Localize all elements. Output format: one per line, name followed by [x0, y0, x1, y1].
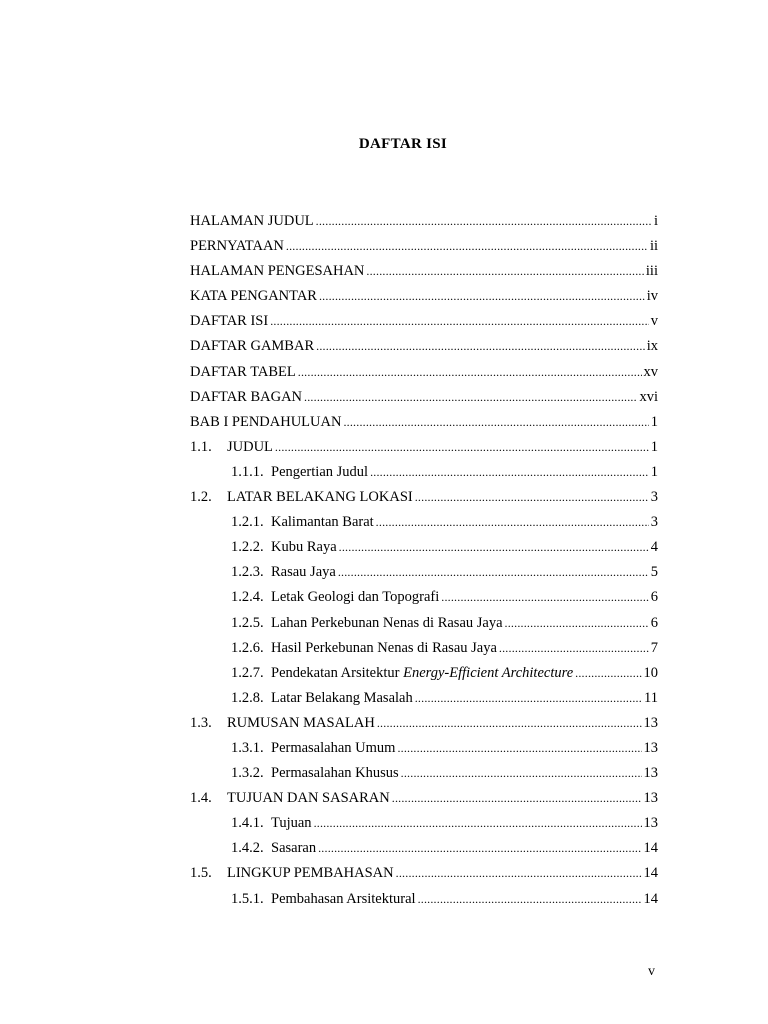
toc-entry[interactable] [190, 309, 658, 334]
toc-entry-label [190, 209, 314, 234]
toc-entry-label [190, 259, 364, 284]
toc-entry-number: 1.4.2. [231, 840, 264, 857]
toc-entry-page: 13 [643, 790, 658, 807]
toc-leader-dots [392, 786, 642, 811]
toc-entry-label [190, 334, 314, 359]
toc-entry-text: Hasil Perkebunan Nenas di Rasau Jaya [271, 639, 497, 656]
toc-entry-text: Kubu Raya [271, 539, 337, 556]
toc-entry-text: RUMUSAN MASALAH [227, 714, 375, 731]
toc-entry-label [190, 636, 497, 661]
toc-entry[interactable] [190, 360, 658, 385]
toc-leader-dots [304, 385, 637, 410]
toc-entry[interactable] [190, 585, 658, 610]
toc-entry[interactable] [190, 209, 658, 234]
toc-entry-number: 1.3.1. [231, 739, 264, 756]
toc-entry-text: HALAMAN JUDUL [190, 213, 314, 229]
toc-entry-number: 1.2.6. [231, 639, 264, 656]
toc-leader-dots [314, 811, 642, 836]
toc-entry[interactable] [190, 535, 658, 560]
toc-leader-dots [401, 761, 642, 786]
toc-leader-dots [275, 435, 649, 460]
toc-entry-page: v [650, 313, 658, 330]
toc-entry-label [190, 661, 573, 686]
toc-leader-dots [319, 284, 645, 309]
toc-entry[interactable] [190, 761, 658, 786]
toc-entry-page: 14 [643, 890, 658, 907]
toc-entry-number: 1.1. [190, 438, 212, 455]
toc-entry[interactable] [190, 485, 658, 510]
toc-entry-text: Rasau Jaya [271, 564, 336, 581]
toc-entry-page: 3 [650, 489, 658, 506]
toc-entry-text: Lahan Perkebunan Nenas di Rasau Jaya [271, 614, 503, 631]
toc-entry-page: 13 [643, 739, 658, 756]
toc-entry-label [190, 736, 395, 761]
toc-leader-dots [376, 510, 649, 535]
toc-entry-number: 1.2.1. [231, 514, 264, 531]
toc-entry-number: 1.5. [190, 865, 212, 882]
toc-entry-number: 1.2. [190, 489, 212, 506]
toc-entry-number: 1.3.2. [231, 765, 264, 782]
toc-entry-page: 1 [650, 413, 658, 430]
toc-leader-dots [298, 360, 642, 385]
toc-leader-dots [338, 560, 649, 585]
toc-entry-page: i [653, 213, 658, 229]
toc-entry-text: Latar Belakang Masalah [271, 689, 413, 706]
toc-entry-text: Pembahasan Arsitektural [271, 890, 416, 907]
toc-entry[interactable] [190, 736, 658, 761]
toc-entry-page: 1 [650, 438, 658, 455]
toc-entry[interactable] [190, 560, 658, 585]
toc-entry[interactable] [190, 410, 658, 435]
toc-leader-dots [316, 209, 652, 234]
toc-entry-page: 11 [644, 689, 658, 706]
toc-entry-page: 10 [643, 664, 658, 681]
toc-entry-number: 1.4.1. [231, 815, 264, 832]
toc-entry-label [190, 811, 312, 836]
page-number: v [648, 964, 655, 979]
toc-entry-page: 13 [643, 815, 658, 832]
table-of-contents [190, 209, 658, 912]
toc-entry[interactable] [190, 811, 658, 836]
toc-entry-label [190, 385, 302, 410]
toc-entry-label [190, 360, 296, 385]
toc-entry-label [190, 410, 341, 435]
toc-entry-text: Kalimantan Barat [271, 514, 374, 531]
toc-entry[interactable] [190, 334, 658, 359]
toc-entry[interactable] [190, 385, 658, 410]
toc-entry[interactable] [190, 611, 658, 636]
toc-entry-text: BAB I PENDAHULUAN [190, 413, 342, 430]
toc-entry-text: LATAR BELAKANG LOKASI [227, 489, 413, 506]
toc-entry-label [190, 485, 413, 510]
toc-entry-label [190, 309, 268, 334]
toc-entry-label [190, 887, 416, 912]
toc-entry-text: Pengertian Judul [271, 463, 369, 480]
toc-entry-label [190, 861, 394, 886]
toc-entry-text: Pendekatan Arsitektur [271, 664, 404, 681]
toc-entry-text: LINGKUP PEMBAHASAN [227, 865, 394, 882]
toc-entry[interactable] [190, 259, 658, 284]
toc-entry-text: TUJUAN DAN SASARAN [227, 790, 390, 807]
toc-entry-page: ix [646, 338, 658, 355]
toc-entry-page: xvi [639, 388, 658, 405]
toc-entry-label [190, 711, 375, 736]
toc-entry-text: DAFTAR TABEL [190, 363, 296, 380]
toc-entry[interactable] [190, 284, 658, 309]
toc-entry-label [190, 435, 273, 460]
toc-entry-page: 14 [643, 840, 658, 857]
toc-entry-label [190, 510, 374, 535]
toc-entry[interactable] [190, 636, 658, 661]
toc-entry-page: 13 [643, 714, 658, 731]
toc-entry-text: JUDUL [227, 438, 273, 455]
toc-entry-number: 1.2.4. [231, 589, 264, 606]
toc-entry[interactable] [190, 510, 658, 535]
toc-entry-label [190, 460, 368, 485]
toc-entry-label [190, 761, 399, 786]
toc-leader-dots [415, 686, 642, 711]
toc-entry-page: iii [645, 263, 658, 280]
toc-entry-page: xv [643, 363, 658, 380]
toc-entry-label [190, 585, 439, 610]
toc-entry[interactable] [190, 887, 658, 912]
toc-leader-dots [575, 661, 641, 686]
toc-entry-text: Sasaran [271, 840, 317, 857]
toc-leader-dots [396, 861, 642, 886]
toc-leader-dots [366, 259, 644, 284]
toc-leader-dots [370, 460, 649, 485]
toc-entry-text: DAFTAR BAGAN [190, 388, 303, 405]
toc-entry-label [190, 284, 317, 309]
toc-entry-number: 1.2.5. [231, 614, 264, 631]
toc-entry-page: 6 [650, 614, 658, 631]
toc-entry-text: HALAMAN PENGESAHAN [190, 263, 365, 280]
toc-leader-dots [397, 736, 641, 761]
toc-entry-text: KATA PENGANTAR [190, 288, 317, 305]
toc-entry-number: 1.2.3. [231, 564, 264, 581]
toc-entry-number: 1.4. [190, 790, 212, 807]
toc-entry[interactable] [190, 435, 658, 460]
toc-entry-page: 13 [643, 765, 658, 782]
toc-leader-dots [343, 410, 648, 435]
page-title: DAFTAR ISI [358, 136, 448, 152]
toc-entry-text: Permasalahan Umum [271, 739, 396, 756]
toc-entry-number: 1.3. [190, 714, 212, 731]
toc-entry-text: PERNYATAAN [190, 238, 284, 255]
toc-entry-text: Letak Geologi dan Topografi [271, 589, 440, 606]
toc-entry-page: 6 [650, 589, 658, 606]
toc-entry-label [190, 686, 413, 711]
toc-entry-page: iv [646, 288, 658, 305]
toc-leader-dots [415, 485, 649, 510]
toc-leader-dots [286, 234, 648, 259]
toc-leader-dots [377, 711, 642, 736]
toc-leader-dots [441, 585, 649, 610]
toc-leader-dots [499, 636, 649, 661]
toc-entry[interactable] [190, 686, 658, 711]
toc-entry-page: 14 [643, 865, 658, 882]
toc-leader-dots [505, 611, 649, 636]
toc-entry-page: 3 [650, 514, 658, 531]
toc-leader-dots [270, 309, 649, 334]
toc-entry-page: 5 [650, 564, 658, 581]
toc-leader-dots [318, 836, 641, 861]
toc-entry[interactable] [190, 786, 658, 811]
toc-entry-text: DAFTAR ISI [190, 313, 269, 330]
toc-entry-label [190, 786, 390, 811]
toc-entry-text: Permasalahan Khusus [271, 765, 399, 782]
toc-entry[interactable] [190, 861, 658, 886]
toc-leader-dots [316, 334, 645, 359]
toc-entry[interactable] [190, 234, 658, 259]
toc-entry-page: 4 [650, 539, 658, 556]
toc-entry-text: Tujuan [271, 815, 312, 832]
toc-entry-number: 1.2.7. [231, 664, 264, 681]
toc-entry-label [190, 836, 316, 861]
toc-entry[interactable] [190, 661, 658, 686]
toc-entry-label [190, 560, 336, 585]
toc-entry-label [190, 611, 503, 636]
toc-entry-number: 1.1.1. [231, 463, 264, 480]
toc-entry-italic-text: Energy-Efficient Architecture [403, 664, 574, 681]
toc-entry[interactable] [190, 711, 658, 736]
toc-entry-page: 7 [650, 639, 658, 656]
toc-entry-text: DAFTAR GAMBAR [190, 338, 315, 355]
toc-entry[interactable] [190, 460, 658, 485]
toc-entry-label [190, 535, 337, 560]
toc-entry-number: 1.5.1. [231, 890, 264, 907]
toc-leader-dots [418, 887, 642, 912]
toc-leader-dots [339, 535, 649, 560]
toc-entry-number: 1.2.2. [231, 539, 264, 556]
toc-entry-label [190, 234, 284, 259]
toc-entry-page: 1 [650, 463, 658, 480]
toc-entry[interactable] [190, 836, 658, 861]
toc-entry-number: 1.2.8. [231, 689, 264, 706]
toc-entry-page: ii [649, 238, 658, 255]
